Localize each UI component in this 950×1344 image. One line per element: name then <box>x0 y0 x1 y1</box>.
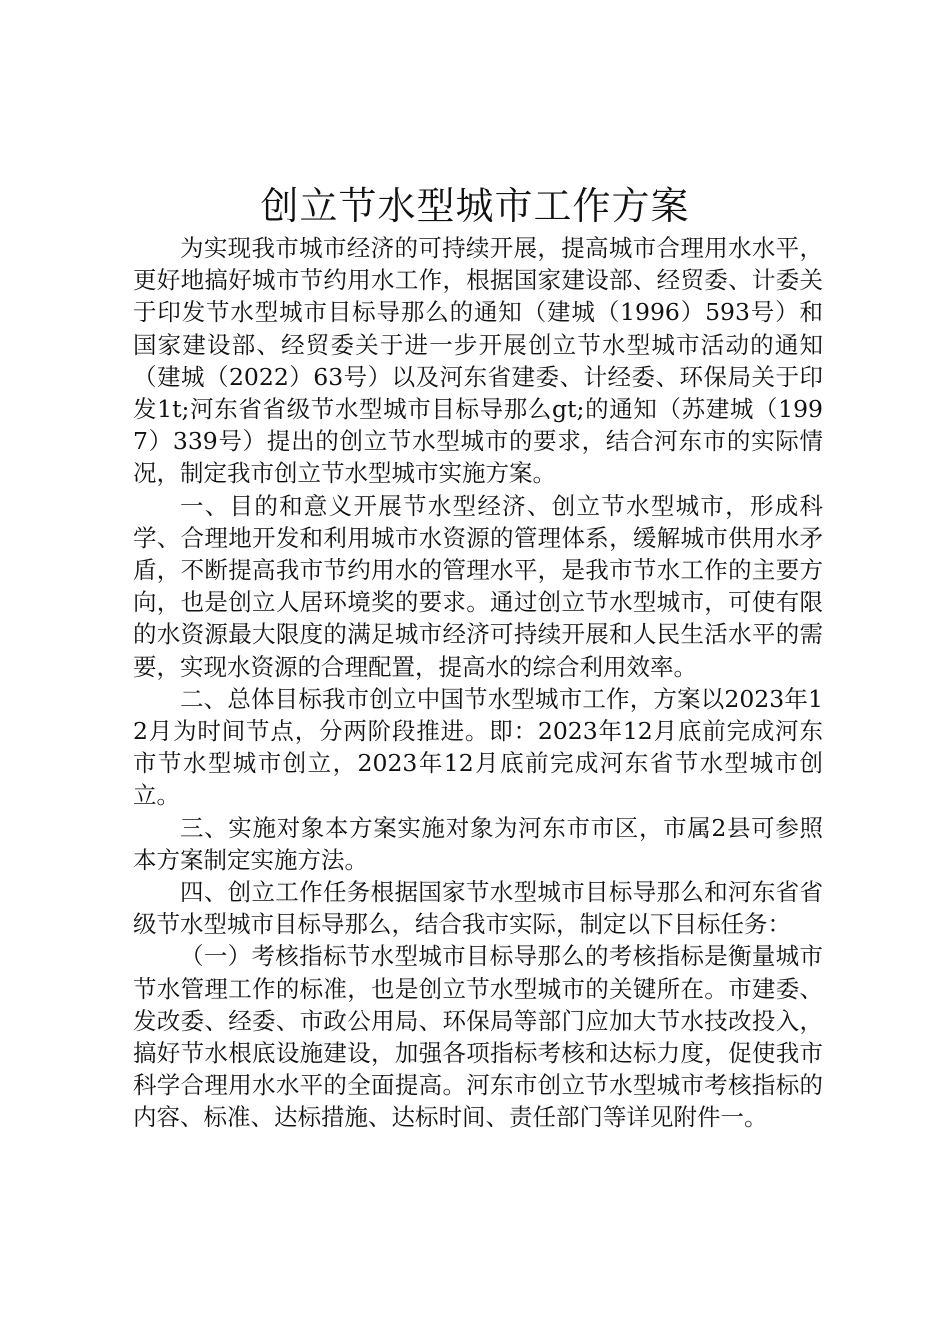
paragraph-scope: 三、实施对象本方案实施对象为河东市市区，市属2县可参照本方案制定实施方法。 <box>133 813 823 874</box>
paragraph-overall-goal: 二、总体目标我市创立中国节水型城市工作，方案以2023年12月为时间节点，分两阶段推进。即：2023年12月底前完成河东市节水型城市创立，2023年12月底前完成河东省节水型城市创立。 <box>133 684 823 810</box>
paragraph-tasks: 四、创立工作任务根据国家节水型城市目标导那么和河东省省级节水型城市目标导那么，结合我市实际，制定以下目标任务： <box>133 878 823 939</box>
document-title: 创立节水型城市工作方案 <box>260 184 690 228</box>
paragraph-assessment-indicators: （一）考核指标节水型城市目标导那么的考核指标是衡量城市节水管理工作的标准，也是创立节水型城市的关键所在。市建委、发改委、经委、市政公用局、环保局等部门应加大节水技改投入，搞好节水根底设施建设，加强各项指标考核和达标力度，促使我市科学合理用水水平的全面提高。河东市创立节水型城市考核指标的内容、标准、达标措施、达标时间、责任部门等详见附件一。 <box>133 942 823 1132</box>
document-body <box>133 232 823 1134</box>
paragraph-intro: 为实现我市城市经济的可持续开展，提高城市合理用水水平，更好地搞好城市节约用水工作，根据国家建设部、经贸委、计委关于印发节水型城市目标导那么的通知（建城（1996）593号）和国家建设部、经贸委关于进一步开展创立节水型城市活动的通知（建城（2022）63号）以及河东省建委、计经委、环保局关于印发1t;河东省省级节水型城市目标导那么gt;的通知（苏建城（1997）339号）提出的创立节水型城市的要求，结合河东市的实际情况，制定我市创立节水型城市实施方案。 <box>133 234 823 488</box>
paragraph-purpose: 一、目的和意义开展节水型经济、创立节水型城市，形成科学、合理地开发和利用城市水资源的管理体系，缓解城市供用水矛盾，不断提高我市节约用水的管理水平，是我市节水工作的主要方向，也是创立人居环境奖的要求。通过创立节水型城市，可使有限的水资源最大限度的满足城市经济可持续开展和人民生活水平的需要，实现水资源的合理配置，提高水的综合利用效率。 <box>133 491 823 681</box>
